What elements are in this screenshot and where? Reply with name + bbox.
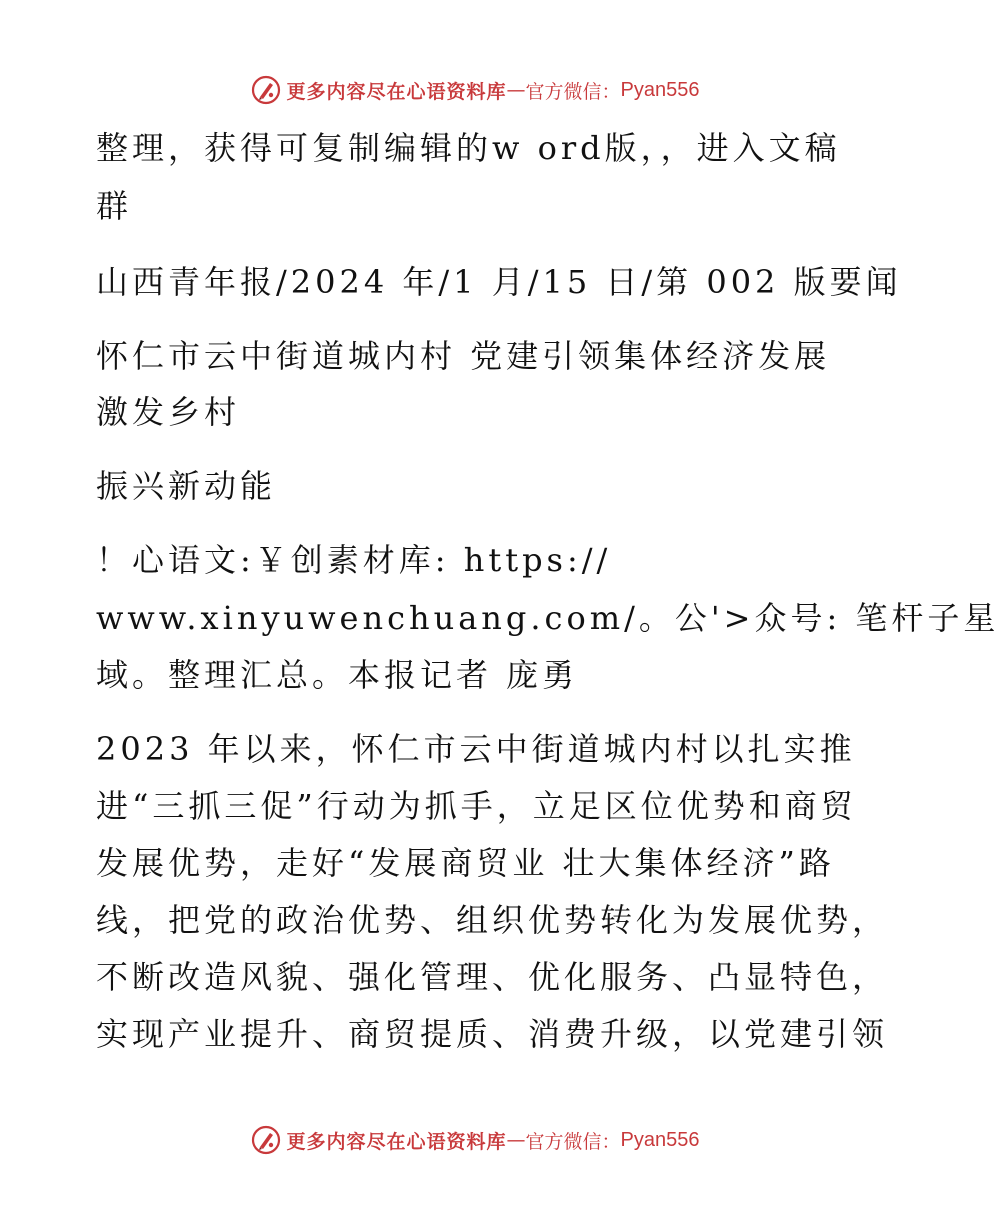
text-line: 群 — [96, 187, 133, 225]
text-line: 山西青年报/2024 年/1 月/15 日/第 002 版要闻 — [96, 263, 902, 301]
banner-text: 更多内容尽在心语资料库 — [286, 80, 507, 103]
text-line: ！心语文:￥创素材库: https:// — [96, 541, 612, 579]
banner-text: 更多内容尽在心语资料库 — [286, 1130, 507, 1153]
wechat-label: 官方微信： — [525, 80, 621, 103]
wechat-id: Pyan556 — [620, 78, 700, 101]
text-line: 域。整理汇总。本报记者 庞勇 — [96, 656, 579, 694]
paragraph-line: 发展优势，走好“发展商贸业 壮大集体经济”路 — [96, 844, 835, 882]
wechat-id: Pyan556 — [620, 1128, 700, 1151]
paragraph-line: 线，把党的政治优势、组织优势转化为发展优势， — [96, 901, 889, 939]
paragraph-line: 实现产业提升、商贸提质、消费升级，以党建引领 — [96, 1015, 889, 1053]
banner-separator: — — [506, 1129, 526, 1151]
pen-logo-icon — [251, 75, 281, 105]
text-line: www.xinyuwenchuang.com/。公'>众号: 笔杆子星 — [96, 599, 999, 637]
pen-logo-icon — [251, 1125, 281, 1155]
text-line: 整理，获得可复制编辑的w ord版，，进入文稿 — [96, 129, 841, 167]
article-title-line: 振兴新动能 — [96, 467, 277, 505]
article-title-line: 怀仁市云中街道城内村 党建引领集体经济发展 — [96, 337, 831, 375]
wechat-label: 官方微信： — [525, 1130, 621, 1153]
banner-separator: — — [506, 79, 526, 101]
article-body — [96, 122, 999, 1053]
footer-banner — [0, 1120, 950, 1160]
article-title-line: 激发乡村 — [96, 393, 241, 431]
header-banner — [0, 70, 950, 110]
paragraph-line: 不断改造风貌、强化管理、优化服务、凸显特色， — [96, 958, 889, 996]
paragraph-line: 2023 年以来，怀仁市云中街道城内村以扎实推 — [96, 730, 856, 768]
paragraph-line: 进“三抓三促”行动为抓手，立足区位优势和商贸 — [96, 787, 857, 825]
